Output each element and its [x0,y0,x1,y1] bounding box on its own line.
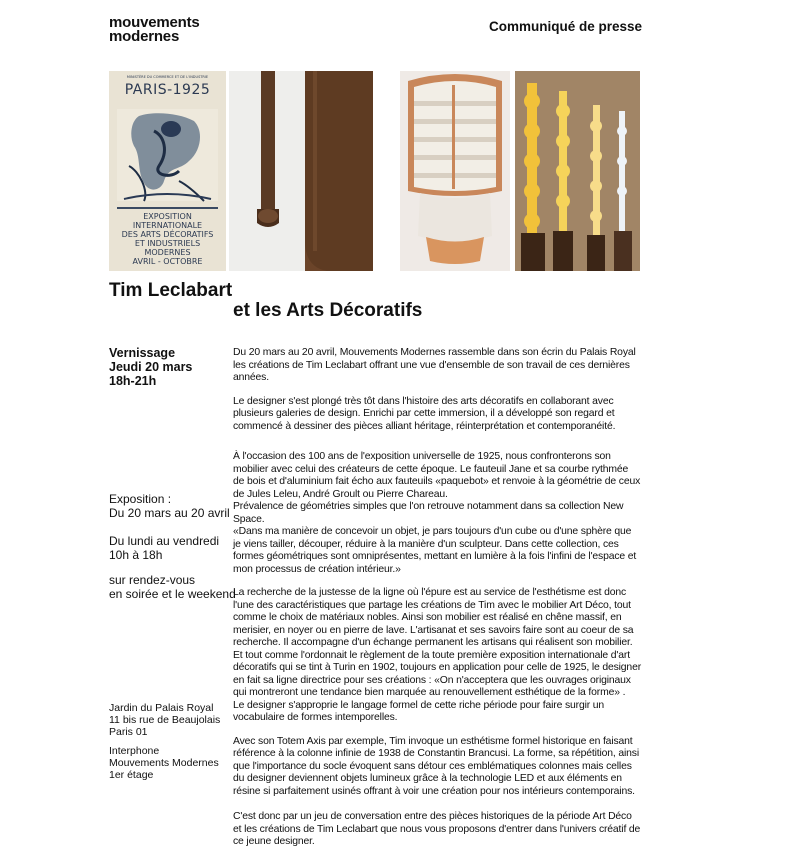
exhibition-dates: Du 20 mars au 20 avril [109,505,230,520]
vernissage-label: Vernissage [109,346,176,360]
totem-lights-photo [515,71,640,271]
address-line-1: Jardin du Palais Royal [109,702,214,714]
interphone-line-2: Mouvements Modernes [109,757,219,769]
opening-hours-block [109,535,219,562]
walnut-furniture-photo [229,71,373,271]
vernissage-block [109,346,192,388]
body-paragraph-1925: À l'occasion des 100 ans de l'exposition universelle de 1925, nous confronterons son mobilier avec celui des créateurs de cette époque. Le fauteuil Jane et sa courbe rythmée de bois et d'aluminium fait écho aux fauteuils «paquebot» et renvoie à la géométrie de ceux de Jules Leleu, André Groult ou Pierre Chareau. [233,451,641,500]
lamp-photo [400,71,510,271]
body-paragraph-totem: Avec son Totem Axis par exemple, Tim invoque un esthétisme formel historique en faisant référence à la colonne infinie de 1938 de Constantin Brancusi. La forme, sa répétition, ainsi que l'importance du socle évoquent sans détour ces emblématiques colonnes mais celles du designer deviennent objets lumineux grâce à la technologie LED et aux éléments en résine si parfaitement usinés offrant à voir une création pour nos intérieurs contemporains. [233,735,639,797]
press-release-body [233,347,641,860]
body-paragraph-intro: Du 20 mars au 20 avril, Mouvements Modernes rassemble dans son écrin du Palais Royal les créations de Tim Leclabart offrant une vue d'ensemble de son travail de ces dernières années. [233,347,636,383]
interphone-block [109,745,219,781]
poster-line-2: INTERNATIONALE [132,221,203,230]
poster-line-3: DES ARTS DÉCORATIFS [121,230,214,239]
address-line-3: Paris 01 [109,726,148,738]
press-release-label: Communiqué de presse [488,19,642,34]
exhibition-label: Exposition : [109,492,172,506]
brand-line-1: mouvements [109,14,200,31]
poster-line-5: MODERNES [144,248,191,257]
vernissage-time: 18h-21h [109,374,157,388]
photo-strip [109,71,640,271]
poster-line-1: EXPOSITION [143,212,192,221]
opening-days: Du lundi au vendredi [109,534,220,548]
poster-title: PARIS-1925 [124,82,211,98]
title-artist-name: Tim Leclabart [109,280,233,301]
appointment-line-2: en soirée et le weekend [109,586,236,601]
interphone-line-3: 1er étage [109,769,154,781]
poster-line-6: AVRIL - OCTOBRE [132,257,203,266]
appointment-line-1: sur rendez-vous [109,573,196,587]
body-paragraph-designer: Le designer s'est plongé très tôt dans l'histoire des arts décoratifs en collaborant avec plusieurs galeries de design. Enrichi par cette immersion, il a développé son regard et commencé à dessiner des pièces alliant héritage, réinterprétation et contemporanéité. [233,395,616,432]
body-paragraph-geometry: Prévalence de géométries simples que l'on retrouve notamment dans sa collection New Space. [233,501,624,525]
vernissage-date: Jeudi 20 mars [109,360,193,374]
title-subtitle: et les Arts Décoratifs [233,300,423,321]
opening-hours: 10h à 18h [109,547,163,562]
poster-image [109,71,226,271]
brand-logo [109,16,200,44]
exhibition-dates-block [109,493,230,520]
body-paragraph-turin: Et tout comme l'ordonnait le règlement de la toute première exposition internationale d'art décoratifs qui se tint à Turin en 1902, toujours en application pour celle de 1925, le designer en fait sa ligne directrice pour ses créations : «On n'acceptera que les ouvrages originaux qui montreront une tendance bien marquée au renouvellement esthétique de la forme» . [233,649,642,698]
appointment-block [109,574,236,601]
address-line-2: 11 bis rue de Beaujolais [109,714,221,726]
body-paragraph-conclusion: C'est donc par un jeu de conversation entre des pièces historiques de la période Art Déco et les créations de Tim Leclabart que nous vous proposons d'entrer dans l'univers créatif de ce jeune designer. [233,811,641,847]
body-paragraph-quote: «Dans ma manière de concevoir un objet, je pars toujours d'un cube ou d'une sphère que je viens tailler, découper, réduire à la manière d'un sculpteur. Dans cette collection, ces formes géométriques sont omniprésentes, mettant en lumière à la fois l'infini de l'espace et mon processus de création intérieur.» [233,526,637,575]
body-paragraph-line: La recherche de la justesse de la ligne où l'épure est au service de l'esthétisme est donc l'une des caractéristiques que partage les créations de Tim avec le mobilier Art Déco, tout comme le choix de matériaux nobles. Ainsi son mobilier est réalisé en chêne massif, en merisier, en noyer ou en pierre de lave. L'artisanat et ses savoirs faire sont au coeur de sa recherche. Il accompagne d'un échange permanent les artisans qui réalisent son mobilier. [233,587,634,648]
interphone-line-1: Interphone [109,745,160,757]
poster-ministry-text: MINISTÈRE DU COMMERCE ET DE L'INDUSTRIE [126,75,209,79]
address-block [109,702,220,738]
body-paragraph-language: Le designer s'approprie le langage formel de cette riche période pour faire surgir un vocabulaire de formes intemporelles. [233,699,605,723]
poster-line-4: ET INDUSTRIELS [134,239,201,248]
brand-line-2: modernes [109,28,180,45]
